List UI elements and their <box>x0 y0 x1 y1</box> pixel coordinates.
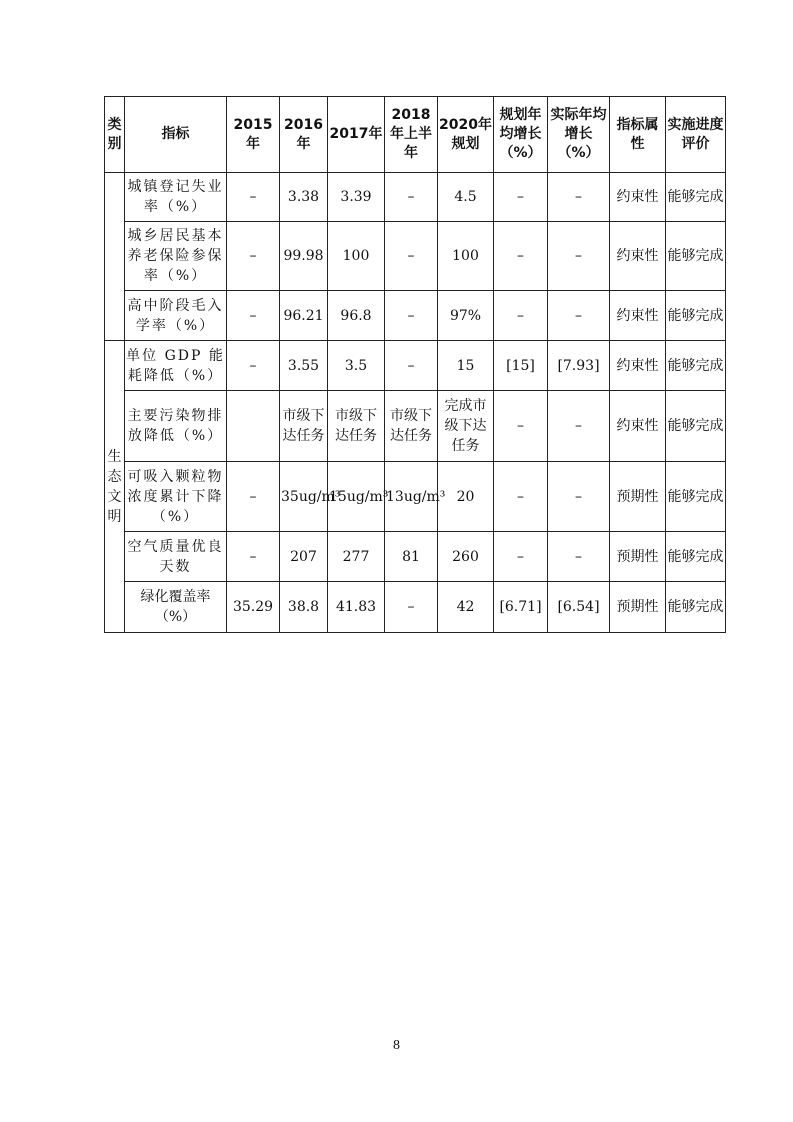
cell-2017: 96.8 <box>328 291 385 341</box>
table-row <box>105 532 726 582</box>
header-2020-plan: 2020年规划 <box>438 97 494 173</box>
header-attribute: 指标属性 <box>610 97 666 173</box>
table-row <box>105 582 726 633</box>
table-row <box>105 391 726 462</box>
cell-2018-h1: – <box>385 582 438 633</box>
cell-actual-growth: – <box>548 462 610 532</box>
cell-attribute: 约束性 <box>610 222 666 291</box>
header-actual-growth: 实际年均增长（%） <box>548 97 610 173</box>
table-row <box>105 291 726 341</box>
cell-attribute: 预期性 <box>610 532 666 582</box>
cell-2020-plan: 100 <box>438 222 494 291</box>
cell-2016: 96.21 <box>280 291 328 341</box>
category-cell-blank <box>105 173 125 341</box>
cell-2018-h1: 市级下达任务 <box>385 391 438 462</box>
cell-2016: 3.55 <box>280 341 328 391</box>
cell-2018-h1: – <box>385 222 438 291</box>
cell-2018-h1: 81 <box>385 532 438 582</box>
cell-2017: 3.39 <box>328 173 385 222</box>
cell-2017: 15ug/m³ <box>328 462 385 532</box>
cell-2015: – <box>227 532 280 582</box>
table-row <box>105 341 726 391</box>
indicator-cell: 高中阶段毛入学率（%） <box>125 291 227 341</box>
cell-evaluation: 能够完成 <box>666 341 726 391</box>
cell-plan-growth: – <box>494 532 548 582</box>
indicator-cell: 城镇登记失业率（%） <box>125 173 227 222</box>
cell-2015: – <box>227 222 280 291</box>
table-row <box>105 462 726 532</box>
indicator-cell: 空气质量优良天数 <box>125 532 227 582</box>
cell-2016: 市级下达任务 <box>280 391 328 462</box>
cell-2015: – <box>227 173 280 222</box>
cell-evaluation: 能够完成 <box>666 582 726 633</box>
header-2017: 2017年 <box>328 97 385 173</box>
cell-evaluation: 能够完成 <box>666 222 726 291</box>
cell-actual-growth: [7.93] <box>548 341 610 391</box>
cell-plan-growth: [15] <box>494 341 548 391</box>
cell-actual-growth: – <box>548 532 610 582</box>
header-2018-h1: 2018年上半年 <box>385 97 438 173</box>
cell-2016: 3.38 <box>280 173 328 222</box>
cell-attribute: 预期性 <box>610 582 666 633</box>
cell-plan-growth: – <box>494 291 548 341</box>
cell-evaluation: 能够完成 <box>666 391 726 462</box>
cell-actual-growth: – <box>548 173 610 222</box>
cell-2017: 277 <box>328 532 385 582</box>
header-2015: 2015年 <box>227 97 280 173</box>
cell-2016: 207 <box>280 532 328 582</box>
cell-plan-growth: – <box>494 173 548 222</box>
page-number: 8 <box>393 1038 400 1053</box>
cell-actual-growth: – <box>548 391 610 462</box>
cell-2018-h1: – <box>385 291 438 341</box>
cell-attribute: 约束性 <box>610 291 666 341</box>
cell-2015 <box>227 391 280 462</box>
cell-actual-growth: – <box>548 222 610 291</box>
table-header-row <box>105 97 726 173</box>
cell-2017: 100 <box>328 222 385 291</box>
cell-2020-plan: 97% <box>438 291 494 341</box>
cell-2016: 99.98 <box>280 222 328 291</box>
cell-2020-plan: 15 <box>438 341 494 391</box>
cell-2017: 3.5 <box>328 341 385 391</box>
cell-2017: 41.83 <box>328 582 385 633</box>
cell-plan-growth: – <box>494 222 548 291</box>
cell-2016: 35ug/m³ <box>280 462 328 532</box>
table-row <box>105 173 726 222</box>
cell-2015: – <box>227 462 280 532</box>
header-evaluation: 实施进度评价 <box>666 97 726 173</box>
cell-plan-growth: – <box>494 391 548 462</box>
cell-evaluation: 能够完成 <box>666 291 726 341</box>
cell-attribute: 约束性 <box>610 391 666 462</box>
indicator-cell: 主要污染物排放降低（%） <box>125 391 227 462</box>
indicator-cell: 可吸入颗粒物浓度累计下降（%） <box>125 462 227 532</box>
cell-evaluation: 能够完成 <box>666 532 726 582</box>
cell-evaluation: 能够完成 <box>666 173 726 222</box>
indicator-cell: 城乡居民基本养老保险参保率（%） <box>125 222 227 291</box>
cell-attribute: 约束性 <box>610 341 666 391</box>
table-row <box>105 222 726 291</box>
cell-actual-growth: [6.54] <box>548 582 610 633</box>
cell-2015: 35.29 <box>227 582 280 633</box>
cell-2015: – <box>227 291 280 341</box>
cell-2018-h1: – <box>385 173 438 222</box>
cell-2020-plan: 260 <box>438 532 494 582</box>
cell-2020-plan: 完成市级下达任务 <box>438 391 494 462</box>
cell-evaluation: 能够完成 <box>666 462 726 532</box>
cell-2020-plan: 20 <box>438 462 494 532</box>
cell-2018-h1: 13ug/m³ <box>385 462 438 532</box>
header-plan-growth: 规划年均增长（%） <box>494 97 548 173</box>
cell-2016: 38.8 <box>280 582 328 633</box>
cell-attribute: 约束性 <box>610 173 666 222</box>
cell-attribute: 预期性 <box>610 462 666 532</box>
cell-2018-h1: – <box>385 341 438 391</box>
indicator-table <box>104 96 726 633</box>
cell-plan-growth: [6.71] <box>494 582 548 633</box>
cell-2020-plan: 42 <box>438 582 494 633</box>
header-indicator: 指标 <box>125 97 227 173</box>
header-category: 类别 <box>105 97 125 173</box>
header-2016: 2016年 <box>280 97 328 173</box>
indicator-cell: 绿化覆盖率（%） <box>125 582 227 633</box>
cell-2017: 市级下达任务 <box>328 391 385 462</box>
cell-plan-growth: – <box>494 462 548 532</box>
cell-2015: – <box>227 341 280 391</box>
cell-2020-plan: 4.5 <box>438 173 494 222</box>
category-label: 生态文明 <box>107 448 122 525</box>
category-cell <box>105 341 125 633</box>
cell-actual-growth: – <box>548 291 610 341</box>
indicator-cell: 单位 GDP 能耗降低（%） <box>125 341 227 391</box>
